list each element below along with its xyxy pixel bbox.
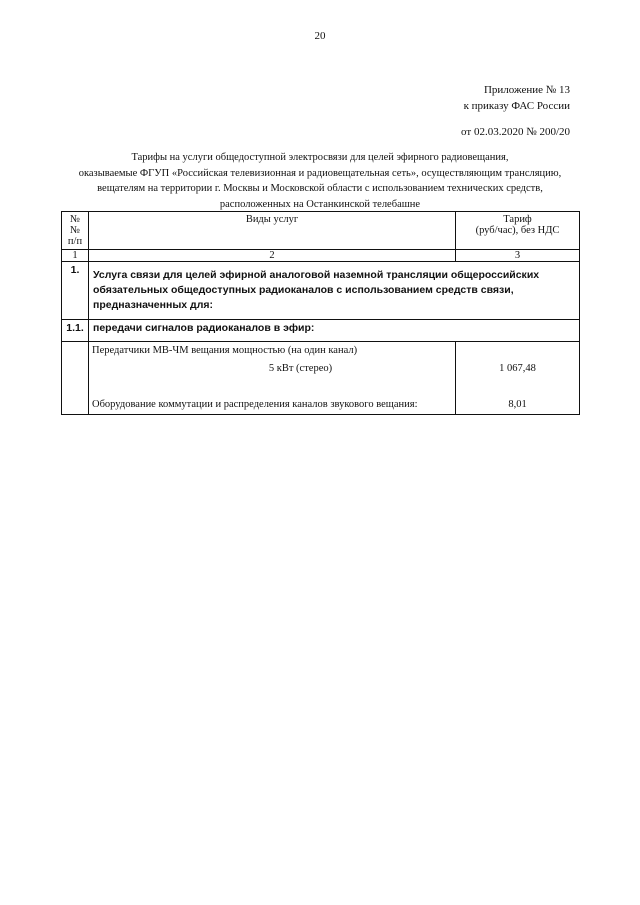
header-num-line-1: №№ [69, 214, 81, 236]
header-service: Виды услуг [89, 212, 456, 250]
header-num-line-2: п/п [67, 236, 83, 247]
tariff-table [61, 211, 580, 415]
title-line-1: Тарифы на услуги общедоступной электросвязи для целей эфирного радиовещания, [131, 152, 509, 163]
power-tariff: 1 067,48 [499, 363, 536, 374]
annex-line-3: от 02.03.2020 № 200/20 [461, 126, 570, 138]
detail-num-empty [62, 342, 89, 415]
page-number: 20 [314, 30, 326, 42]
header-num [62, 212, 89, 250]
document-title [55, 150, 585, 212]
annex-block [461, 82, 570, 140]
section-1-1-row [62, 320, 580, 342]
header-tariff-line-1: Тариф [503, 214, 532, 225]
section-1-text: Услуга связи для целей эфирной аналоговой наземной трансляции общероссийских обязательных общедоступных радиоканалов с использованием средств связи, предназначенных для: [89, 262, 580, 320]
equipment-label: Оборудование коммутации и распределения каналов звукового вещания: [92, 399, 418, 410]
detail-services [89, 342, 456, 415]
transmitters-label: Передатчики МВ-ЧМ вещания мощностью (на один канал) [92, 345, 358, 356]
title-line-2: оказываемые ФГУП «Российская телевизионная и радиовещательная сеть», осуществляющим трансляцию, [78, 167, 562, 179]
section-1-1-num: 1.1. [62, 320, 89, 342]
title-line-4: расположенных на Останкинской телебашне [219, 198, 421, 210]
table-header-row [62, 212, 580, 250]
power-label: 5 кВт (стерео) [268, 363, 333, 374]
annex-line-2: к приказу ФАС России [463, 100, 570, 112]
section-1-num: 1. [62, 262, 89, 320]
header-tariff-line-2: (руб/час), без НДС [475, 225, 560, 236]
detail-tariffs [456, 342, 580, 415]
spacer [89, 378, 455, 396]
detail-row [62, 342, 580, 415]
section-1-1-text: передачи сигналов радиоканалов в эфир: [89, 320, 580, 342]
col-number-3: 3 [456, 250, 580, 262]
spacer [456, 378, 579, 396]
spacer [456, 342, 579, 360]
col-number-2: 2 [89, 250, 456, 262]
section-1-row [62, 262, 580, 320]
equipment-tariff: 8,01 [508, 399, 527, 410]
header-tariff [456, 212, 580, 250]
col-number-1: 1 [62, 250, 89, 262]
annex-line-1: Приложение № 13 [483, 84, 570, 96]
column-number-row [62, 250, 580, 262]
title-line-3: вещателям на территории г. Москвы и Московской области с использованием технических средств, [97, 183, 543, 194]
